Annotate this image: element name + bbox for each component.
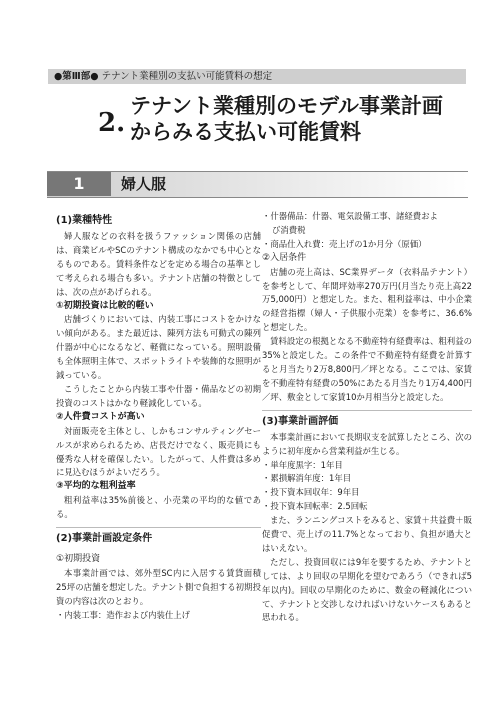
paragraph: 本事業計画において長期収支を試算したところ、次のように初年度から営業利益が生じる。 <box>262 431 472 456</box>
paragraph: 粗利益率は35%前後と、小売業の平均的な値である。 <box>56 495 261 520</box>
chapter-number: 2. <box>98 108 126 138</box>
section-title: 婦人服 <box>121 175 167 193</box>
list-item: ・単年度黒字：1年目 <box>262 459 343 470</box>
subsection-heading-plan-evaluation: (3)事業計画評価 <box>262 415 339 427</box>
point-heading-initial-investment: ①初期投資は比較的軽い <box>56 300 154 311</box>
header-title: テナント業種別の支払い可能賃料の想定 <box>101 71 273 82</box>
list-item: ・投下資本回転率：2.5回転 <box>262 501 368 512</box>
sub-heading-initial-investment: ①初期投資 <box>56 554 101 565</box>
running-header <box>48 69 466 84</box>
list-item-continuation: び消費税 <box>272 224 306 235</box>
subsection-heading-plan-conditions: (2)事業計画設定条件 <box>56 533 153 545</box>
chapter-title-line-2: からみる支払い可能賃料 <box>130 119 361 144</box>
subsection-heading-industry: (1)業種特性 <box>56 215 113 226</box>
paragraph: また、ランニングコストをみると、家賃＋共益費＋販促費で、売上げの11.7%となっており、負担が過大とはいえない。 <box>262 515 472 553</box>
paragraph: 対面販売を主体とし、しかもコンサルティングセールスが求められるため、店長だけでなく、販売員にも優秀な人材を確保したい。したがって、人件費は多めに見込むほうがよいだろう。 <box>56 425 261 478</box>
list-item: ・投下資本回収年：9年目 <box>262 487 360 498</box>
paragraph: 婦人服などの衣料を扱うファッション関係の店舗は、商業ビルやSCのテナント構成のなかでも中心となるものである。賃料条件などを定める場合の基準として考えられる場合も多い。テナント店舗の特徴としては、次の点があげられる。 <box>56 231 261 297</box>
section-number: 1 <box>47 172 111 196</box>
sub-heading-tenancy-conditions: ②入居条件 <box>262 252 307 263</box>
paragraph: 本事業計画では、郊外型SC内に入居する賃貸面積25坪の店舗を想定した。テナント側で負担する初期投資の内容は次のとおり。 <box>56 567 261 606</box>
list-item: ・累損解消年度：1年目 <box>262 473 352 484</box>
divider <box>56 527 261 528</box>
point-heading-gross-margin: ③平均的な粗利益率 <box>56 481 136 492</box>
list-item: ・商品仕入れ費：売上げの1か月分（原価） <box>262 238 427 249</box>
right-column <box>262 210 472 625</box>
paragraph: こうしたことから内装工事や什器・備品などの初期投資のコストはかなり軽減化している。 <box>56 383 261 408</box>
chapter-title-line-1: テナント業種別のモデル事業計画 <box>130 93 443 118</box>
paragraph: 店舗づくりにおいては、内装工事にコストをかけない傾向がある。また最近は、陳列方法も可動式の陳列什器が中心になるなど、軽微になっている。照明設備も全体照明主体で、スポットライトや装飾的な照明が減っている。 <box>56 314 261 381</box>
point-heading-labor-cost: ②人件費コストが高い <box>56 411 145 422</box>
list-item: ・内装工事：造作および内装仕上げ <box>56 609 190 620</box>
section-bar <box>47 171 468 198</box>
part-label: ●第Ⅲ部● <box>54 71 99 82</box>
divider <box>262 410 472 411</box>
chapter-title <box>130 93 470 145</box>
paragraph: 店舗の売上高は、SC業界データ（衣料品テナント）を参考として、年間坪効率270万円(月当たり売上高22万5,000円）と想定した。また、粗利益率は、中小企業の経営指標（婦人・子供服小売業）を参考に、36.6%と想定した。 <box>262 266 472 333</box>
paragraph: ただし、投資回収には9年を要するため、テナントとしては、より回収の早期化を望むであろう（できれば5年以内)。回収の早期化のために、数金の軽減化について、テナントと交渉しなければいけないケースもあると思われる。 <box>262 556 472 623</box>
list-item: ・什器備品：什器、電気設備工事、諸経費およ <box>262 211 438 221</box>
left-column <box>56 210 261 623</box>
paragraph: 賃料設定の根拠となる不動産特有経費率は、粗利益の35%と設定した。この条件で不動産特有経費を計算すると月当たり2万8,800円／坪となる。ここでは、家賃を不動産特有経費の50%にあたる月当たり1万4,400円／坪、敷金として家賃10か月相当分と設定した。 <box>262 336 472 402</box>
